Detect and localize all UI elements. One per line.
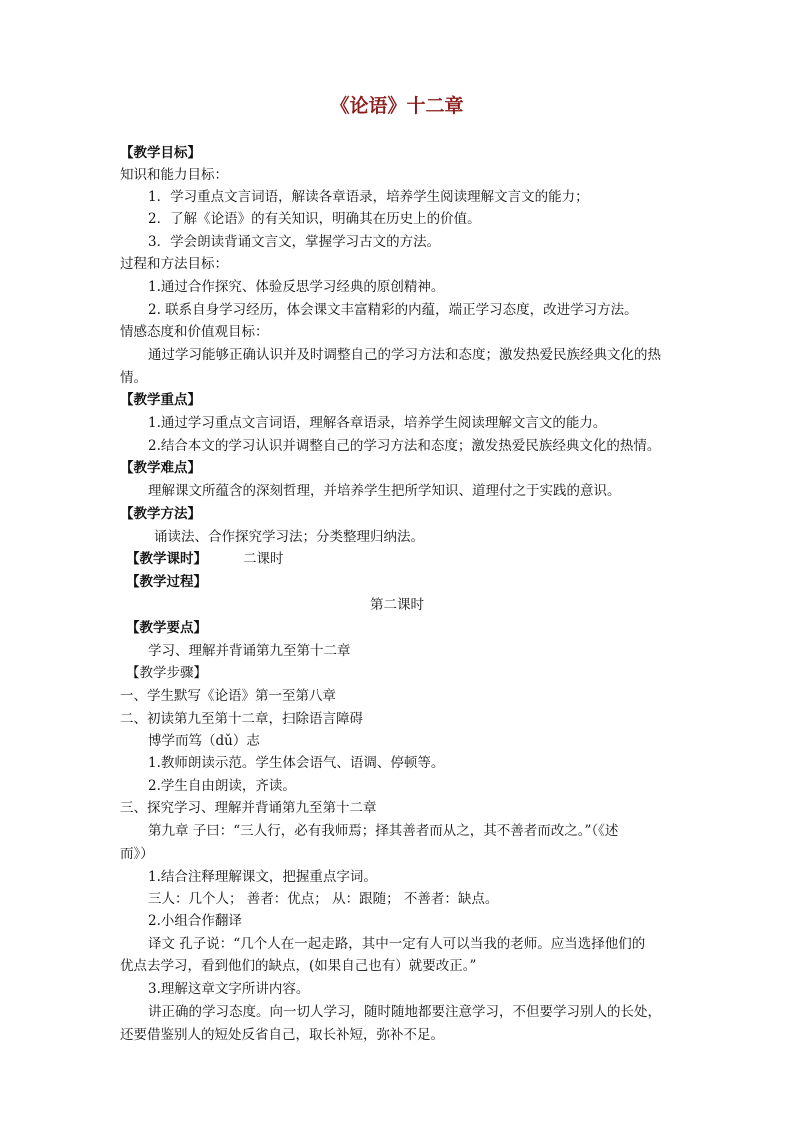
paragraph-line: 还要借鉴别人的短处反省自己，取长补短，弥补不足。 — [120, 1027, 444, 1043]
section-heading-objectives: 【教学目标】 — [120, 145, 201, 161]
section-heading-process: 【教学过程】 — [126, 574, 207, 590]
paragraph-line: 通过学习能够正确认识并及时调整自己的学习方法和态度；激发热爱民族经典文化的热 — [148, 347, 661, 363]
lesson-hours-row — [126, 548, 686, 570]
paragraph-line: 情。 — [120, 370, 147, 386]
paragraph-line: 讲正确的学习态度。向一切人学习，随时随地都要注意学习，不但要学习别人的长处， — [148, 1004, 661, 1020]
lesson-hours-value: 二课时 — [243, 551, 284, 567]
section-heading-key-points: 【教学重点】 — [120, 392, 201, 408]
goal-item: 3．学会朗读背诵文言文，掌握学习古文的方法。 — [148, 234, 441, 250]
section-heading-difficulties: 【教学难点】 — [120, 460, 201, 476]
list-item: 3.理解这章文字所讲内容。 — [148, 981, 310, 997]
goal-item: 1．学习重点文言词语，解读各章语录，培养学生阅读理解文言文的能力； — [148, 189, 589, 205]
paragraph-line: 而》） — [120, 846, 154, 862]
list-item: 2.学生自由朗读，齐读。 — [148, 778, 296, 794]
paragraph-line: 博学而笃（dǔ）志 — [148, 733, 260, 749]
goal-item: 2. 联系自身学习经历，体会课文丰富精彩的内蕴，端正学习态度，改进学习方法。 — [148, 302, 638, 318]
step-heading: 二、初读第九至第十二章，扫除语言障碍 — [120, 711, 363, 727]
paragraph-line: 理解课文所蕴含的深刻哲理，并培养学生把所学知识、道理付之于实践的意识。 — [148, 483, 621, 499]
vocab-line: 三人：几个人； 善者：优点； 从：跟随； 不善者：缺点。 — [148, 891, 499, 907]
goal-item: 1.通过合作探究、体验反思学习经典的原创精神。 — [148, 279, 445, 295]
subheading-process-goals: 过程和方法目标： — [120, 256, 228, 272]
list-item: 2.小组合作翻译 — [148, 913, 242, 929]
paragraph-line: 第九章 子曰：“三人行，必有我师焉；择其善者而从之，其不善者而改之。”（《述 — [148, 823, 619, 839]
step-heading: 三、探究学习、理解并背诵第九至第十二章 — [120, 800, 377, 816]
list-item: 2.结合本文的学习认识并调整自己的学习方法和态度；激发热爱民族经典文化的热情。 — [148, 438, 661, 454]
section-heading-steps: 【教学步骤】 — [126, 665, 207, 681]
step-heading: 一、学生默写《论语》第一至第八章 — [120, 688, 336, 704]
paragraph-line: 优点去学习，看到他们的缺点，(如果自己也有）就要改正。” — [120, 958, 477, 974]
list-item: 1.教师朗读示范。学生体会语气、语调、停顿等。 — [148, 755, 445, 771]
subheading-knowledge-goals: 知识和能力目标： — [120, 167, 228, 183]
section-heading-teaching-points: 【教学要点】 — [126, 620, 207, 636]
lesson-subtitle: 第二课时 — [370, 597, 424, 613]
goal-item: 2．了解《论语》的有关知识，明确其在历史上的价值。 — [148, 211, 481, 227]
section-heading-methods: 【教学方法】 — [120, 506, 201, 522]
paragraph-line: 诵读法、合作探究学习法；分类整理归纳法。 — [154, 529, 424, 545]
list-item: 1.结合注释理解课文，把握重点字词。 — [148, 869, 377, 885]
subheading-attitude-goals: 情感态度和价值观目标： — [120, 324, 269, 340]
paragraph-line: 译文 孔子说：“几个人在一起走路，其中一定有人可以当我的老师。应当选择他们的 — [148, 936, 646, 952]
paragraph-line: 学习、理解并背诵第九至第十二章 — [148, 643, 351, 659]
document-title: 《论语》十二章 — [330, 95, 464, 117]
section-heading-lesson-hours: 【教学课时】 — [126, 551, 207, 567]
list-item: 1.通过学习重点文言词语，理解各章语录，培养学生阅读理解文言文的能力。 — [148, 415, 607, 431]
